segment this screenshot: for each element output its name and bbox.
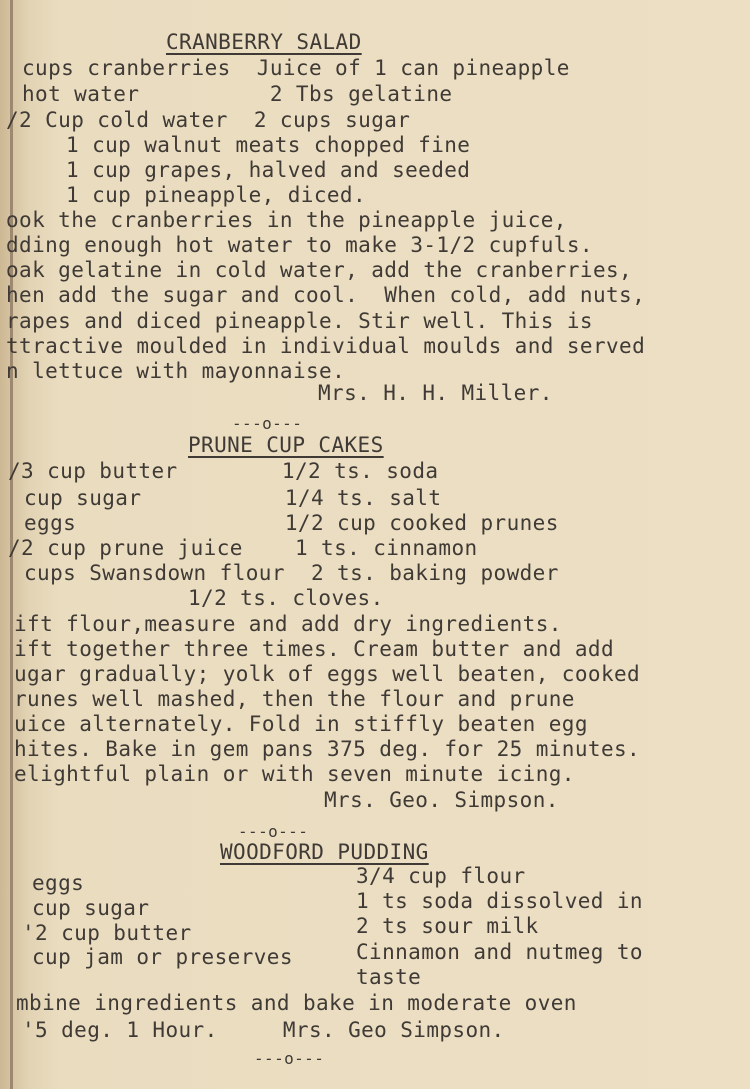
section-divider: ---o--- <box>238 822 309 841</box>
instruction-line: oak gelatine in cold water, add the cranberries, <box>6 258 633 282</box>
instruction-line: hites. Bake in gem pans 375 deg. for 25 minutes. <box>14 737 641 761</box>
ingredient-line: eggs 1/2 cup cooked prunes <box>24 511 559 535</box>
instruction-line: elightful plain or with seven minute icing. <box>14 762 575 786</box>
ingredient-line: /2 cup prune juice 1 ts. cinnamon <box>8 536 478 560</box>
ingredient-line: cups Swansdown flour 2 ts. baking powder <box>24 561 559 585</box>
ingredient-line: cup jam or preserves <box>32 945 293 969</box>
recipe-title-cranberry-salad: CRANBERRY SALAD <box>166 30 362 54</box>
instruction-line: hen add the sugar and cool. When cold, add nuts, <box>6 283 646 307</box>
instruction-line: rapes and diced pineapple. Stir well. This is <box>6 309 593 333</box>
recipe-author: Mrs. H. H. Miller. <box>318 381 553 405</box>
ingredient-line: /2 Cup cold water 2 cups sugar <box>6 108 411 132</box>
ingredient-line: '2 cup butter <box>22 921 192 945</box>
instruction-line: ttractive moulded in individual moulds and served <box>6 334 646 358</box>
ingredient-line: 1 cup walnut meats chopped fine <box>66 133 471 157</box>
section-divider: ---o--- <box>254 1049 325 1068</box>
instruction-line: uice alternately. Fold in stiffly beaten egg <box>14 712 588 736</box>
instruction-line: ift together three times. Cream butter and add <box>14 637 614 661</box>
instruction-line: '5 deg. 1 Hour. Mrs. Geo Simpson. <box>22 1018 505 1042</box>
section-divider: ---o--- <box>232 414 303 433</box>
instruction-line: runes well mashed, then the flour and prune <box>14 687 575 711</box>
instruction-line: ook the cranberries in the pineapple juice, <box>6 208 567 232</box>
ingredient-line: cup sugar <box>32 896 150 920</box>
ingredient-line: eggs <box>32 871 85 895</box>
instruction-line: ift flour,measure and add dry ingredients. <box>14 612 562 636</box>
ingredient-line: Cinnamon and nutmeg to <box>356 940 643 964</box>
instruction-line: n lettuce with mayonnaise. <box>6 359 346 383</box>
ingredient-line: 1 cup grapes, halved and seeded <box>66 158 471 182</box>
ingredient-line: 3/4 cup flour <box>356 864 526 888</box>
instruction-line: dding enough hot water to make 3-1/2 cupfuls. <box>6 233 593 257</box>
ingredient-line: cup sugar 1/4 ts. salt <box>24 486 442 510</box>
instruction-line: ugar gradually; yolk of eggs well beaten, cooked <box>14 662 641 686</box>
ingredient-line: /3 cup butter 1/2 ts. soda <box>8 459 439 483</box>
recipe-title-prune-cup-cakes: PRUNE CUP CAKES <box>188 433 384 457</box>
ingredient-line: taste <box>356 965 422 989</box>
ingredient-line: hot water 2 Tbs gelatine <box>22 82 453 106</box>
ingredient-line: cups cranberries Juice of 1 can pineapple <box>22 56 570 80</box>
ingredient-line: 1 ts soda dissolved in <box>356 889 643 913</box>
instruction-line: mbine ingredients and bake in moderate oven <box>16 991 577 1015</box>
recipe-title-woodford-pudding: WOODFORD PUDDING <box>220 840 429 864</box>
recipe-author: Mrs. Geo. Simpson. <box>324 788 559 812</box>
ingredient-line: 2 ts sour milk <box>356 914 539 938</box>
ingredient-line: 1/2 ts. cloves. <box>188 586 384 610</box>
ingredient-line: 1 cup pineapple, diced. <box>66 183 366 207</box>
